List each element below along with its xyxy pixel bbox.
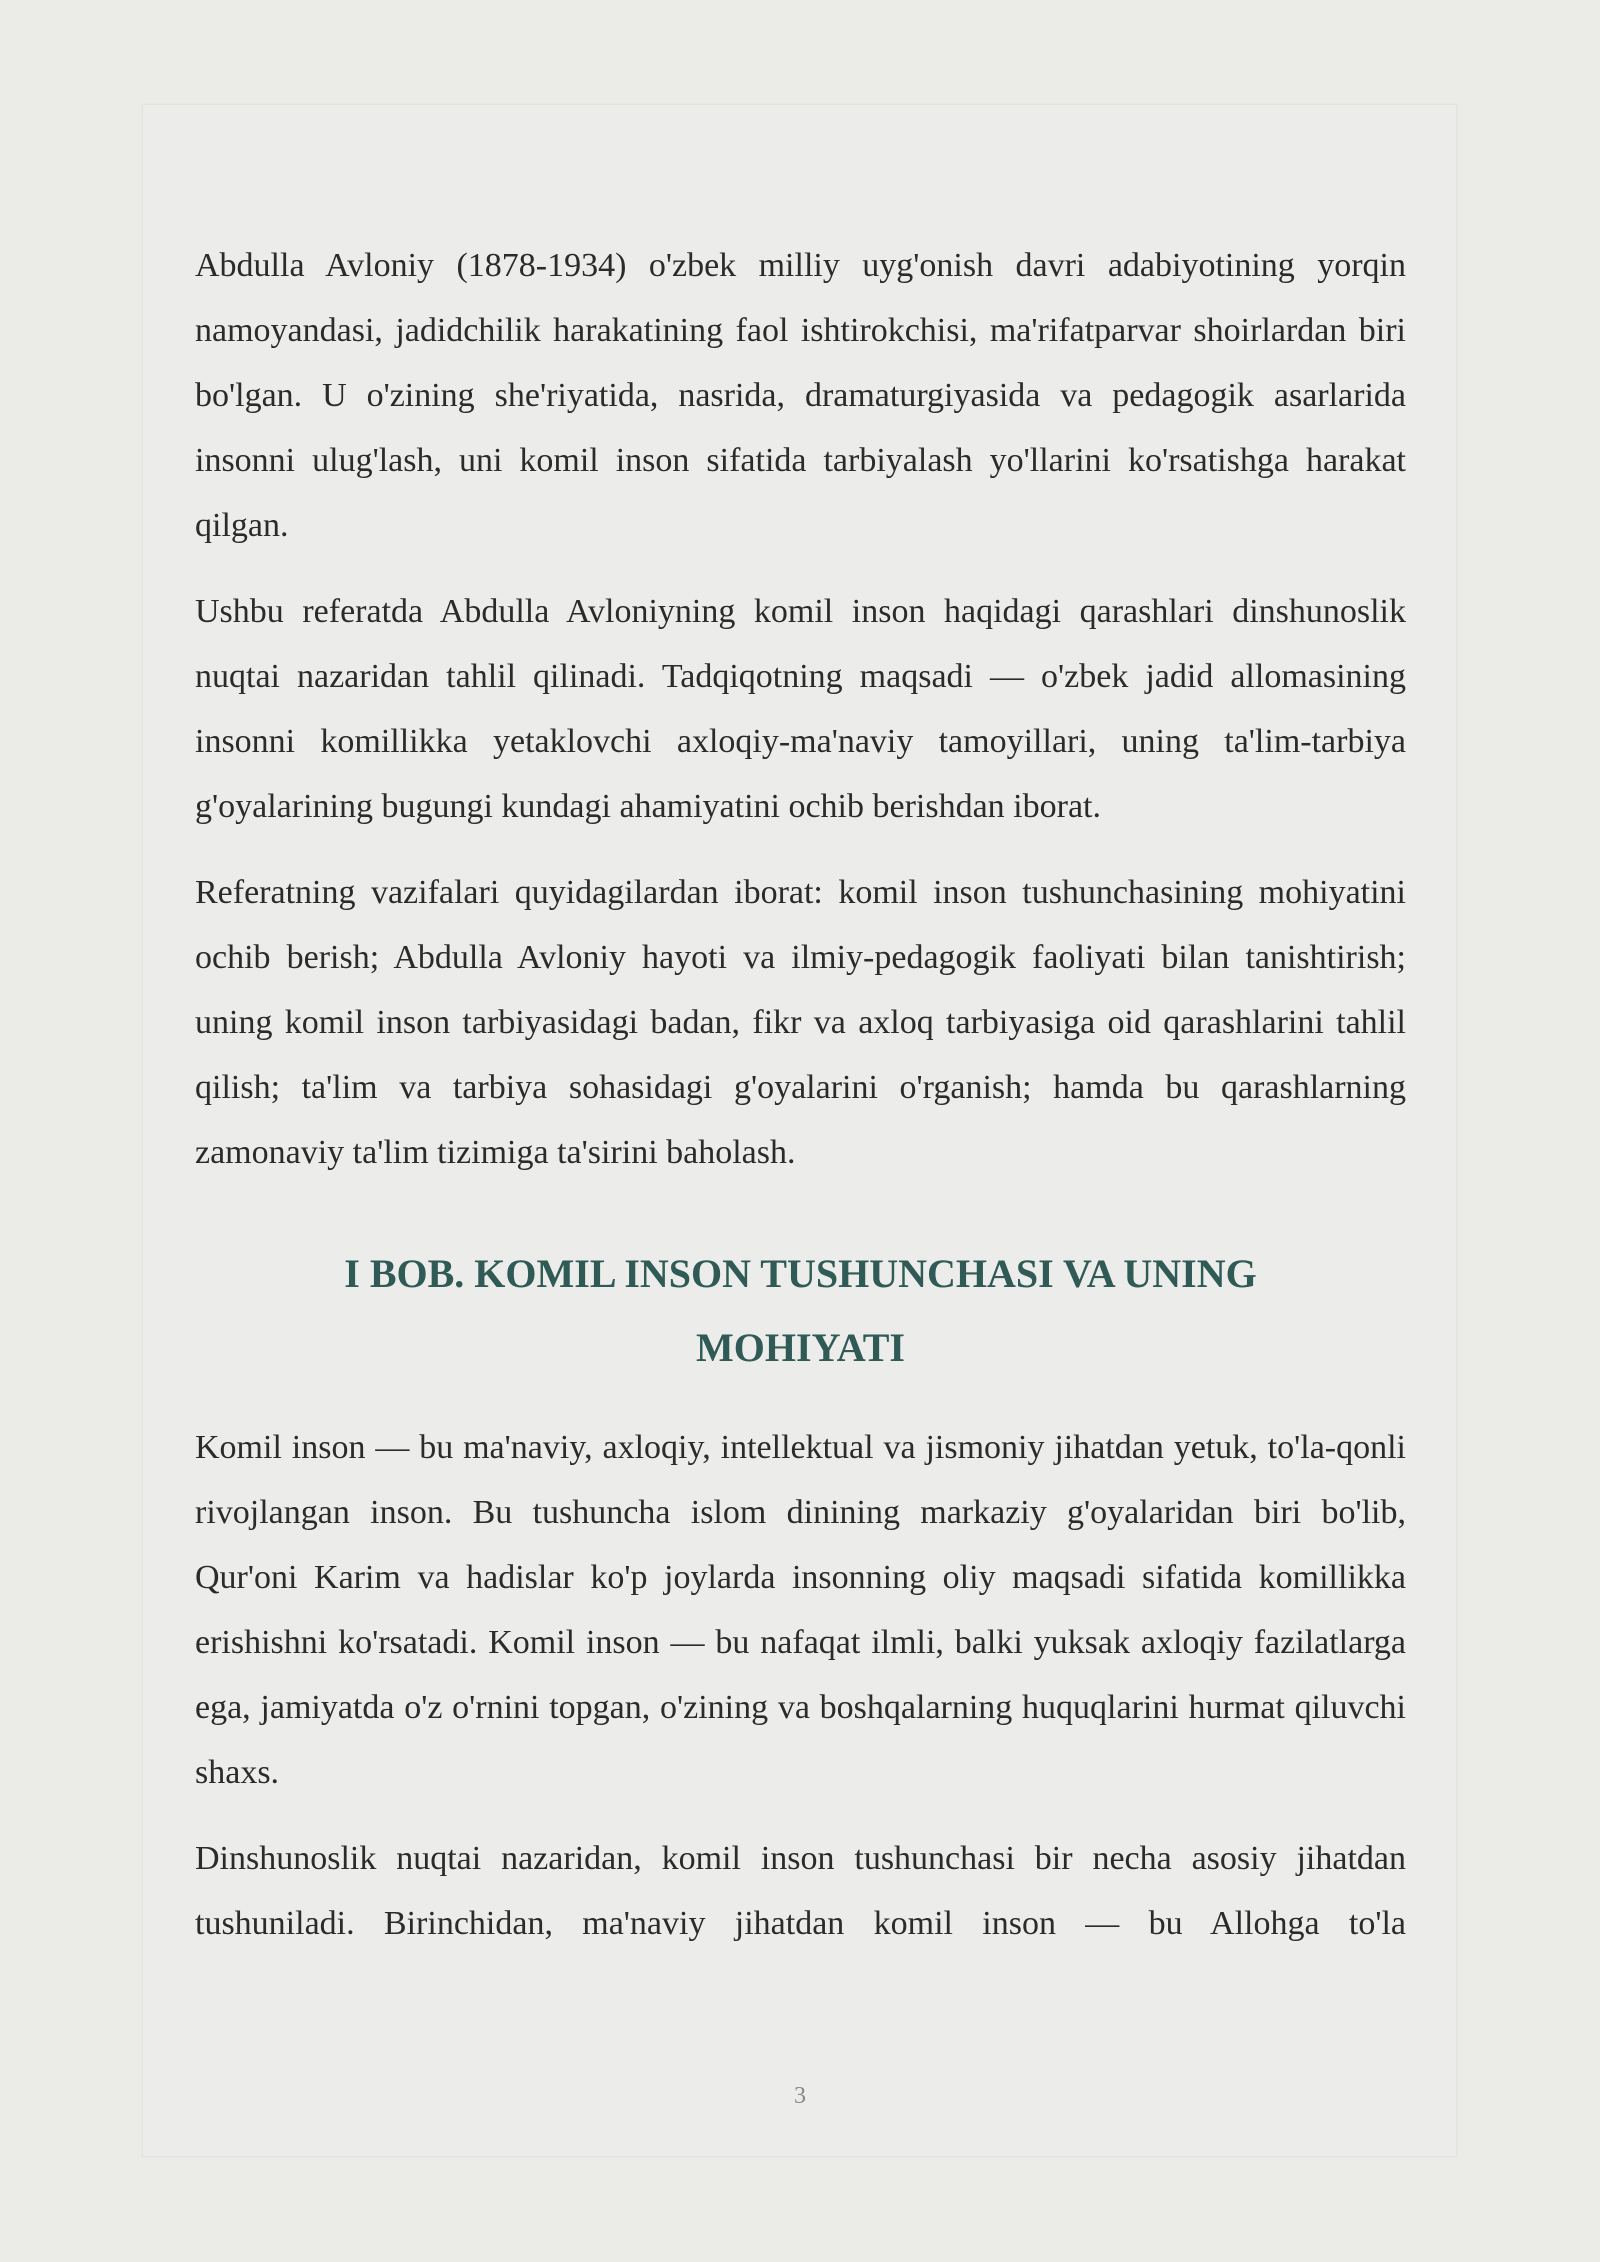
paragraph-intro-1: Abdulla Avloniy (1878-1934) o'zbek milliy uyg'onish davri adabiyotining yorqin namoyandasi, jadidchilik harakatining faol ishtirokchisi, ma'rifatparvar shoirlardan biri bo'lgan. U o'zining she'riyatida, nasrida, dramaturgiyasida va pedagogik asarlarida insonni ulug'lash, uni komil inson sifatida tarbiyalash yo'llarini ko'rsatishga harakat qilgan. [195,247,1406,544]
paragraph-intro-3: Referatning vazifalari quyidagilardan iborat: komil inson tushunchasining mohiyatini ochib berish; Abdulla Avloniy hayoti va ilmiy-pedagogik faoliyati bilan tanishtirish; uning komil inson tarbiyasidagi badan, fikr va axloq tarbiyasiga oid qarashlarini tahlil qilish; ta'lim va tarbiya sohasidagi g'oyalarini o'rganish; hamda bu qarashlarning zamonaviy ta'lim tizimiga ta'sirini baholash. [195,874,1406,1171]
document-page [142,104,1457,2157]
page-content [195,233,1406,1977]
page-number: 3 [794,2083,806,2109]
paragraph-intro-2: Ushbu referatda Abdulla Avloniyning komil inson haqidagi qarashlari dinshunoslik nuqtai nazaridan tahlil qilinadi. Tadqiqotning maqsadi — o'zbek jadid allomasining insonni komillikka yetaklovchi axloqiy-ma'naviy tamoyillari, uning ta'lim-tarbiya g'oyalarining bugungi kundagi ahamiyatini ochib berishdan iborat. [195,593,1406,825]
chapter-heading-line-1: I BOB. KOMIL INSON TUSHUNCHASI VA UNING [344,1251,1257,1296]
paragraph-chapter-1: Komil inson — bu ma'naviy, axloqiy, intellektual va jismoniy jihatdan yetuk, to'la-qonli rivojlangan inson. Bu tushuncha islom dinining markaziy g'oyalaridan biri bo'lib, Qur'oni Karim va hadislar ko'p joylarda insonning oliy maqsadi sifatida komillikka erishishni ko'rsatadi. Komil inson — bu nafaqat ilmli, balki yuksak axloqiy fazilatlarga ega, jamiyatda o'z o'rnini topgan, o'zining va boshqalarning huquqlarini hurmat qiluvchi shaxs. [195,1429,1406,1791]
paragraph-chapter-2: Dinshunoslik nuqtai nazaridan, komil inson tushunchasi bir necha asosiy jihatdan tushuniladi. Birinchidan, ma'naviy jihatdan komil inson — bu Allohga to'la [195,1840,1406,1942]
chapter-heading [195,1237,1406,1385]
chapter-heading-line-2: MOHIYATI [696,1325,905,1370]
